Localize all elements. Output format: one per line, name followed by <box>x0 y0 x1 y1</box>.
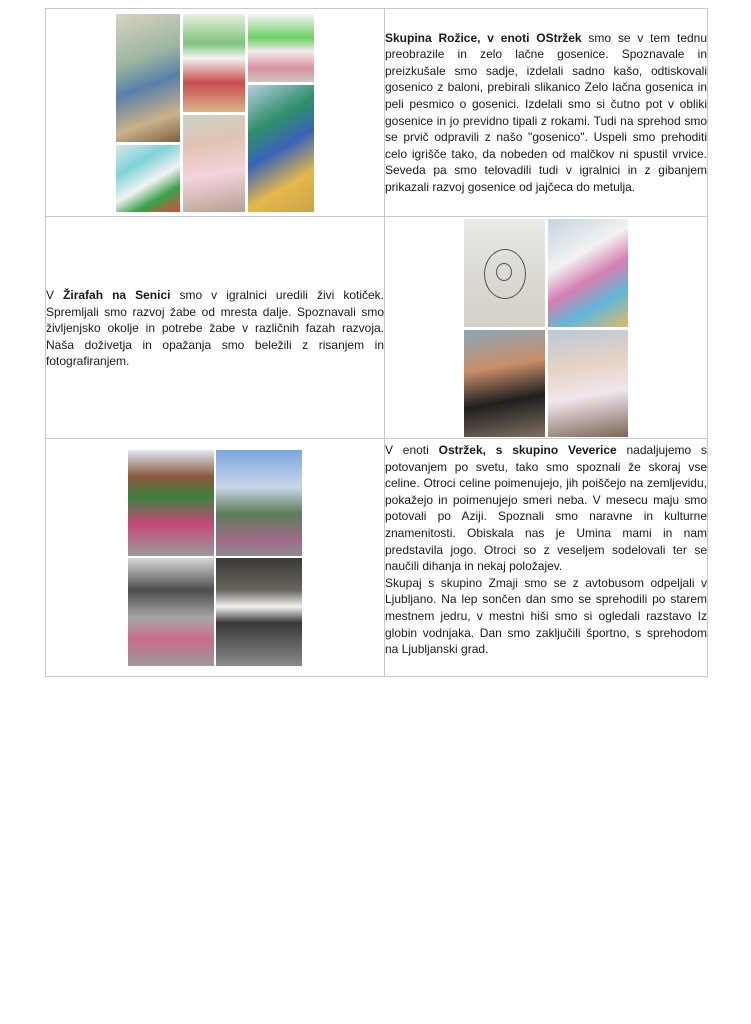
table-row <box>46 217 708 439</box>
photo <box>464 330 545 437</box>
table-row <box>46 9 708 217</box>
photo-cell <box>385 217 708 439</box>
photo <box>128 450 214 556</box>
content-table <box>45 8 708 677</box>
paragraph-text: V <box>46 288 64 302</box>
paragraph <box>385 442 707 575</box>
photo <box>216 450 302 556</box>
paragraph: Skupaj s skupino Zmaji smo se z avtobusom odpeljali v Ljubljano. Na lep sončen dan smo se sprehodili po starem mestnem jedru, v mestni hiši smo si ogledali razstavo Iz globin vodnjaka. Dan smo zaključili športno, s sprehodom na Ljubljanski grad. <box>385 575 707 657</box>
text-cell <box>385 439 708 677</box>
photo <box>183 14 245 112</box>
photo <box>116 14 180 142</box>
photo <box>248 85 314 212</box>
paragraph-text: smo se v tem tednu preobrazile in zelo lačne gosenice. Spoznavale in preizkušale smo sadje, izdelali sadno kašo, odtiskovali gosenico z baloni, prebirali slikanico Zelo lačna gosenica in peli pesmico o gosenici. Izdelali smo si čutno pot v obliki gosenice in jo previdno tipali z rokami. Tudi na sprehod smo se prvič odpravili z našo "gosenico". Uspeli smo prehoditi celo igrišče tako, da nobeden od malčkov ni spustil vrvice. Seveda pa smo telovadili tudi v igralnici in z gibanjem prikazali razvoj gosenice od jajčeca do metulja. <box>385 30 708 194</box>
photo <box>128 558 214 666</box>
group-name: Ostržek, s skupino Veverice <box>438 443 617 457</box>
group-name: Skupina Rožice, v enoti OStržek <box>385 30 582 45</box>
photo <box>248 14 314 82</box>
text-cell <box>385 9 708 217</box>
text-cell <box>46 217 385 439</box>
photo <box>548 219 628 327</box>
photo <box>116 145 180 212</box>
paragraph-text: nadaljujemo s potovanjem po svetu, tako smo spoznali že skoraj vse celine. Otroci celine poimenujejo, jih poiščejo na zemljevidu, pokažejo in poimenujejo smeri neba. V mesecu maju smo potovali po Aziji. Spoznali smo naravne in kulturne znamenitosti. Obiskala nas je Umina mami in nam predstavila jogo. Otroci so z veseljem sodelovali ter se naučili dihanja in nekaj položajev. <box>385 443 707 574</box>
photo <box>183 115 245 212</box>
paragraph-text: V enoti <box>385 443 439 457</box>
paragraph-text: smo v igralnici uredili živi kotiček. Spremljali smo razvoj žabe od mresta dalje. Spoznavali smo življenjsko okolje in potrebe žabe v različnih fazah razvoja. Naša doživetja in opažanja smo beležili z risanjem in fotografiranjem. <box>46 288 384 369</box>
group-name: Žirafah na Senici <box>63 288 171 302</box>
photo-collage-frog <box>464 219 628 437</box>
photo-drawing <box>464 219 545 327</box>
table-row <box>46 439 708 677</box>
photo-cell <box>46 439 385 677</box>
paragraph <box>46 287 384 370</box>
photo-cell <box>46 9 385 217</box>
photo-collage-caterpillar <box>116 14 314 212</box>
photo <box>548 330 628 437</box>
photo <box>216 558 302 666</box>
paragraph <box>385 30 707 196</box>
photo-collage-ljubljana <box>128 450 302 666</box>
